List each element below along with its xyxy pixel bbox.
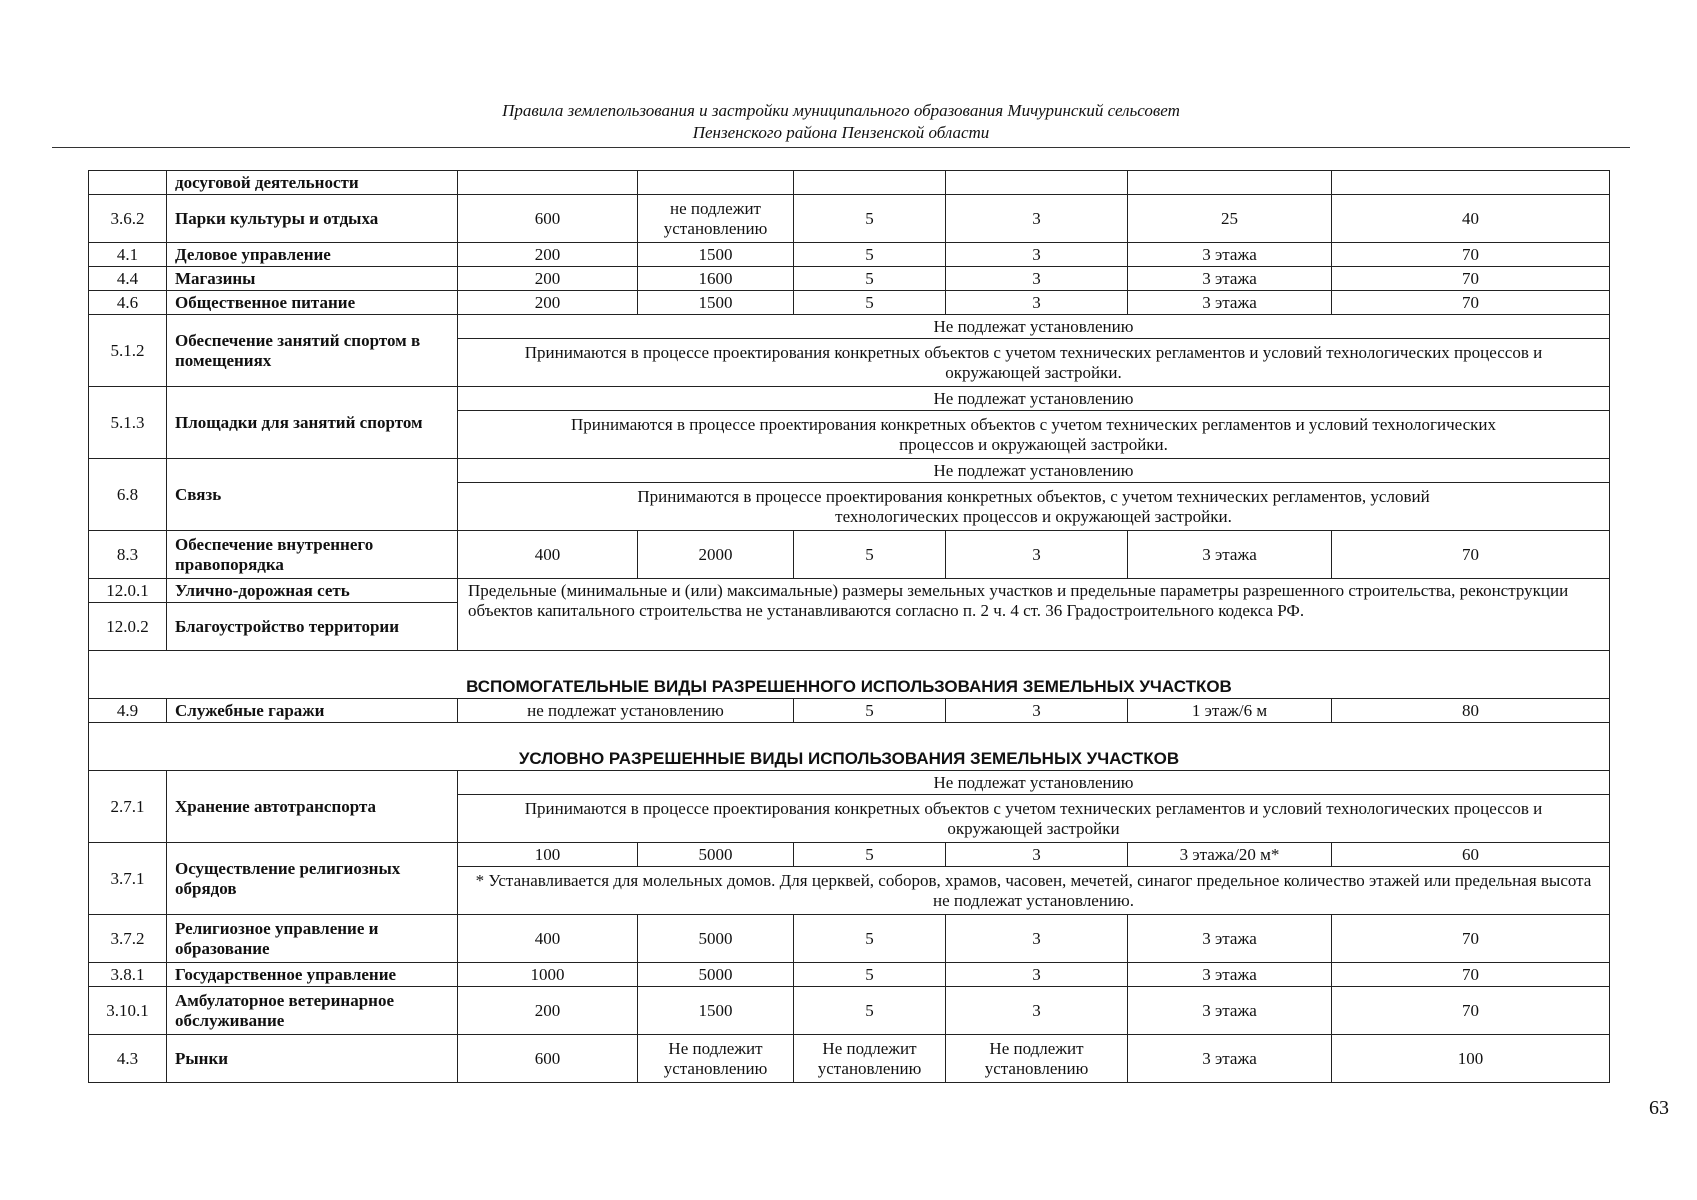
table-row bbox=[89, 243, 1610, 267]
indent-cell: 5 bbox=[794, 987, 946, 1035]
indent-cell: 5 bbox=[794, 699, 946, 723]
name-cell: Благоустройство территории bbox=[167, 603, 458, 651]
table-row bbox=[89, 387, 1610, 411]
name-cell: Обеспечение занятий спортом в помещениях bbox=[167, 315, 458, 387]
table-row bbox=[89, 1035, 1610, 1083]
name-cell: Общественное питание bbox=[167, 291, 458, 315]
coverage-cell: 70 bbox=[1332, 915, 1610, 963]
document-header bbox=[52, 100, 1630, 144]
code-cell: 6.8 bbox=[89, 459, 167, 531]
table-row bbox=[89, 171, 1610, 195]
code-cell: 8.3 bbox=[89, 531, 167, 579]
coverage-cell: 70 bbox=[1332, 267, 1610, 291]
floors-cell: 25 bbox=[1128, 195, 1332, 243]
coverage-cell: 70 bbox=[1332, 963, 1610, 987]
name-cell: Обеспечение внутреннего правопорядка bbox=[167, 531, 458, 579]
code-cell: 3.7.1 bbox=[89, 843, 167, 915]
section-title-auxiliary: ВСПОМОГАТЕЛЬНЫЕ ВИДЫ РАЗРЕШЕННОГО ИСПОЛЬЗОВАНИЯ ЗЕМЕЛЬНЫХ УЧАСТКОВ bbox=[89, 651, 1610, 699]
table-row bbox=[89, 267, 1610, 291]
code-cell: 5.1.3 bbox=[89, 387, 167, 459]
indent-cell: 3 bbox=[946, 963, 1128, 987]
coverage-cell: 70 bbox=[1332, 243, 1610, 267]
max-area-cell: 5000 bbox=[638, 843, 794, 867]
indent-cell: 3 bbox=[946, 267, 1128, 291]
code-cell: 4.6 bbox=[89, 291, 167, 315]
name-cell: досуговой деятельности bbox=[167, 171, 458, 195]
coverage-cell: 70 bbox=[1332, 291, 1610, 315]
page-number: 63 bbox=[1649, 1097, 1669, 1119]
code-cell: 2.7.1 bbox=[89, 771, 167, 843]
table-row bbox=[89, 843, 1610, 867]
area-cell: не подлежат установлению bbox=[458, 699, 794, 723]
min-area-cell: 400 bbox=[458, 531, 638, 579]
floors-cell: 3 этажа bbox=[1128, 291, 1332, 315]
table-row bbox=[89, 579, 1610, 603]
code-cell: 4.3 bbox=[89, 1035, 167, 1083]
name-cell: Служебные гаражи bbox=[167, 699, 458, 723]
floors-cell: 3 этажа bbox=[1128, 531, 1332, 579]
table-row bbox=[89, 459, 1610, 483]
table-row bbox=[89, 771, 1610, 795]
design-note-cell: Принимаются в процессе проектирования конкретных объектов, с учетом технических регламентов, условий технологических процессов и окружающей застройки. bbox=[458, 483, 1610, 531]
coverage-cell: 80 bbox=[1332, 699, 1610, 723]
code-cell: 12.0.2 bbox=[89, 603, 167, 651]
name-cell: Магазины bbox=[167, 267, 458, 291]
section-header-row bbox=[89, 651, 1610, 699]
table-row bbox=[89, 531, 1610, 579]
footnote-cell: * Устанавливается для молельных домов. Для церквей, соборов, храмов, часовен, мечетей, синагог предельное количество этажей или предельная высота не подлежат установлению. bbox=[458, 867, 1610, 915]
indent-cell: 5 bbox=[794, 843, 946, 867]
code-cell: 4.1 bbox=[89, 243, 167, 267]
design-note-cell: Принимаются в процессе проектирования конкретных объектов с учетом технических регламентов и условий технологических процессов и окружающей застройки bbox=[458, 795, 1610, 843]
coverage-cell: 70 bbox=[1332, 987, 1610, 1035]
max-area-cell: 1500 bbox=[638, 291, 794, 315]
floors-cell: 3 этажа bbox=[1128, 267, 1332, 291]
design-note-cell: Принимаются в процессе проектирования конкретных объектов с учетом технических регламентов и условий технологических процессов и окружающей застройки. bbox=[458, 339, 1610, 387]
min-area-cell: 200 bbox=[458, 291, 638, 315]
table-row bbox=[89, 315, 1610, 339]
header-divider bbox=[52, 147, 1630, 148]
name-cell: Религиозное управление и образование bbox=[167, 915, 458, 963]
indent-cell: 3 bbox=[946, 915, 1128, 963]
section-title-conditional: УСЛОВНО РАЗРЕШЕННЫЕ ВИДЫ ИСПОЛЬЗОВАНИЯ ЗЕМЕЛЬНЫХ УЧАСТКОВ bbox=[89, 723, 1610, 771]
code-cell: 3.6.2 bbox=[89, 195, 167, 243]
code-cell: 3.8.1 bbox=[89, 963, 167, 987]
max-area-cell: Не подлежит установлению bbox=[638, 1035, 794, 1083]
table-row bbox=[89, 195, 1610, 243]
code-cell: 12.0.1 bbox=[89, 579, 167, 603]
min-area-cell: 1000 bbox=[458, 963, 638, 987]
name-cell: Осуществление религиозных обрядов bbox=[167, 843, 458, 915]
min-area-cell: 200 bbox=[458, 987, 638, 1035]
max-area-cell: 1500 bbox=[638, 987, 794, 1035]
code-cell: 4.9 bbox=[89, 699, 167, 723]
coverage-cell: 70 bbox=[1332, 531, 1610, 579]
coverage-cell: 40 bbox=[1332, 195, 1610, 243]
code-cell: 5.1.2 bbox=[89, 315, 167, 387]
max-area-cell: 5000 bbox=[638, 915, 794, 963]
not-established-cell: Не подлежат установлению bbox=[458, 315, 1610, 339]
min-area-cell: 600 bbox=[458, 195, 638, 243]
name-cell: Хранение автотранспорта bbox=[167, 771, 458, 843]
floors-cell: 3 этажа bbox=[1128, 915, 1332, 963]
code-cell: 3.10.1 bbox=[89, 987, 167, 1035]
code-cell: 4.4 bbox=[89, 267, 167, 291]
not-established-cell: Не подлежат установлению bbox=[458, 459, 1610, 483]
indent-cell: 3 bbox=[946, 243, 1128, 267]
name-cell: Связь bbox=[167, 459, 458, 531]
name-cell: Рынки bbox=[167, 1035, 458, 1083]
max-area-cell: 1600 bbox=[638, 267, 794, 291]
max-area-cell: 1500 bbox=[638, 243, 794, 267]
land-use-parameters-table bbox=[88, 170, 1610, 1083]
code-cell bbox=[89, 171, 167, 195]
code-cell: 3.7.2 bbox=[89, 915, 167, 963]
coverage-cell: 60 bbox=[1332, 843, 1610, 867]
max-area-cell: 5000 bbox=[638, 963, 794, 987]
indent-cell: 5 bbox=[794, 195, 946, 243]
table-row bbox=[89, 963, 1610, 987]
indent-cell: 3 bbox=[946, 699, 1128, 723]
gradcode-note-cell: Предельные (минимальные и (или) максимальные) размеры земельных участков и предельные параметры разрешенного строительства, реконструкции объектов капитального строительства не устанавливаются согласно п. 2 ч. 4 ст. 36 Градостроительного кодекса РФ. bbox=[458, 579, 1610, 651]
name-cell: Деловое управление bbox=[167, 243, 458, 267]
indent-cell: 3 bbox=[946, 987, 1128, 1035]
max-area-cell: 2000 bbox=[638, 531, 794, 579]
name-cell: Площадки для занятий спортом bbox=[167, 387, 458, 459]
table-row bbox=[89, 987, 1610, 1035]
table-row bbox=[89, 699, 1610, 723]
indent-cell: 5 bbox=[794, 915, 946, 963]
coverage-cell: 100 bbox=[1332, 1035, 1610, 1083]
name-cell: Амбулаторное ветеринарное обслуживание bbox=[167, 987, 458, 1035]
table-row bbox=[89, 291, 1610, 315]
floors-cell: 3 этажа bbox=[1128, 1035, 1332, 1083]
indent-cell: Не подлежит установлению bbox=[946, 1035, 1128, 1083]
indent-cell: 3 bbox=[946, 291, 1128, 315]
header-line-2: Пензенского района Пензенской области bbox=[692, 123, 990, 142]
header-line-1: Правила землепользования и застройки муниципального образования Мичуринский сельсовет bbox=[502, 101, 1180, 120]
max-area-cell: не подлежит установлению bbox=[638, 195, 794, 243]
min-area-cell: 400 bbox=[458, 915, 638, 963]
indent-cell: 3 bbox=[946, 531, 1128, 579]
not-established-cell: Не подлежат установлению bbox=[458, 387, 1610, 411]
table-row bbox=[89, 915, 1610, 963]
floors-cell: 3 этажа bbox=[1128, 987, 1332, 1035]
not-established-cell: Не подлежат установлению bbox=[458, 771, 1610, 795]
indent-cell: 5 bbox=[794, 963, 946, 987]
design-note-cell: Принимаются в процессе проектирования конкретных объектов с учетом технических регламентов и условий технологических процессов и окружающей застройки. bbox=[458, 411, 1610, 459]
indent-cell: 5 bbox=[794, 243, 946, 267]
floors-cell: 1 этаж/6 м bbox=[1128, 699, 1332, 723]
floors-cell: 3 этажа/20 м* bbox=[1128, 843, 1332, 867]
indent-cell: 5 bbox=[794, 267, 946, 291]
name-cell: Государственное управление bbox=[167, 963, 458, 987]
min-area-cell: 600 bbox=[458, 1035, 638, 1083]
indent-cell: 3 bbox=[946, 843, 1128, 867]
floors-cell: 3 этажа bbox=[1128, 243, 1332, 267]
section-header-row bbox=[89, 723, 1610, 771]
floors-cell: 3 этажа bbox=[1128, 963, 1332, 987]
indent-cell: 5 bbox=[794, 291, 946, 315]
min-area-cell: 200 bbox=[458, 267, 638, 291]
indent-cell: Не подлежит установлению bbox=[794, 1035, 946, 1083]
name-cell: Парки культуры и отдыха bbox=[167, 195, 458, 243]
name-cell: Улично-дорожная сеть bbox=[167, 579, 458, 603]
indent-cell: 5 bbox=[794, 531, 946, 579]
min-area-cell: 100 bbox=[458, 843, 638, 867]
indent-cell: 3 bbox=[946, 195, 1128, 243]
min-area-cell: 200 bbox=[458, 243, 638, 267]
